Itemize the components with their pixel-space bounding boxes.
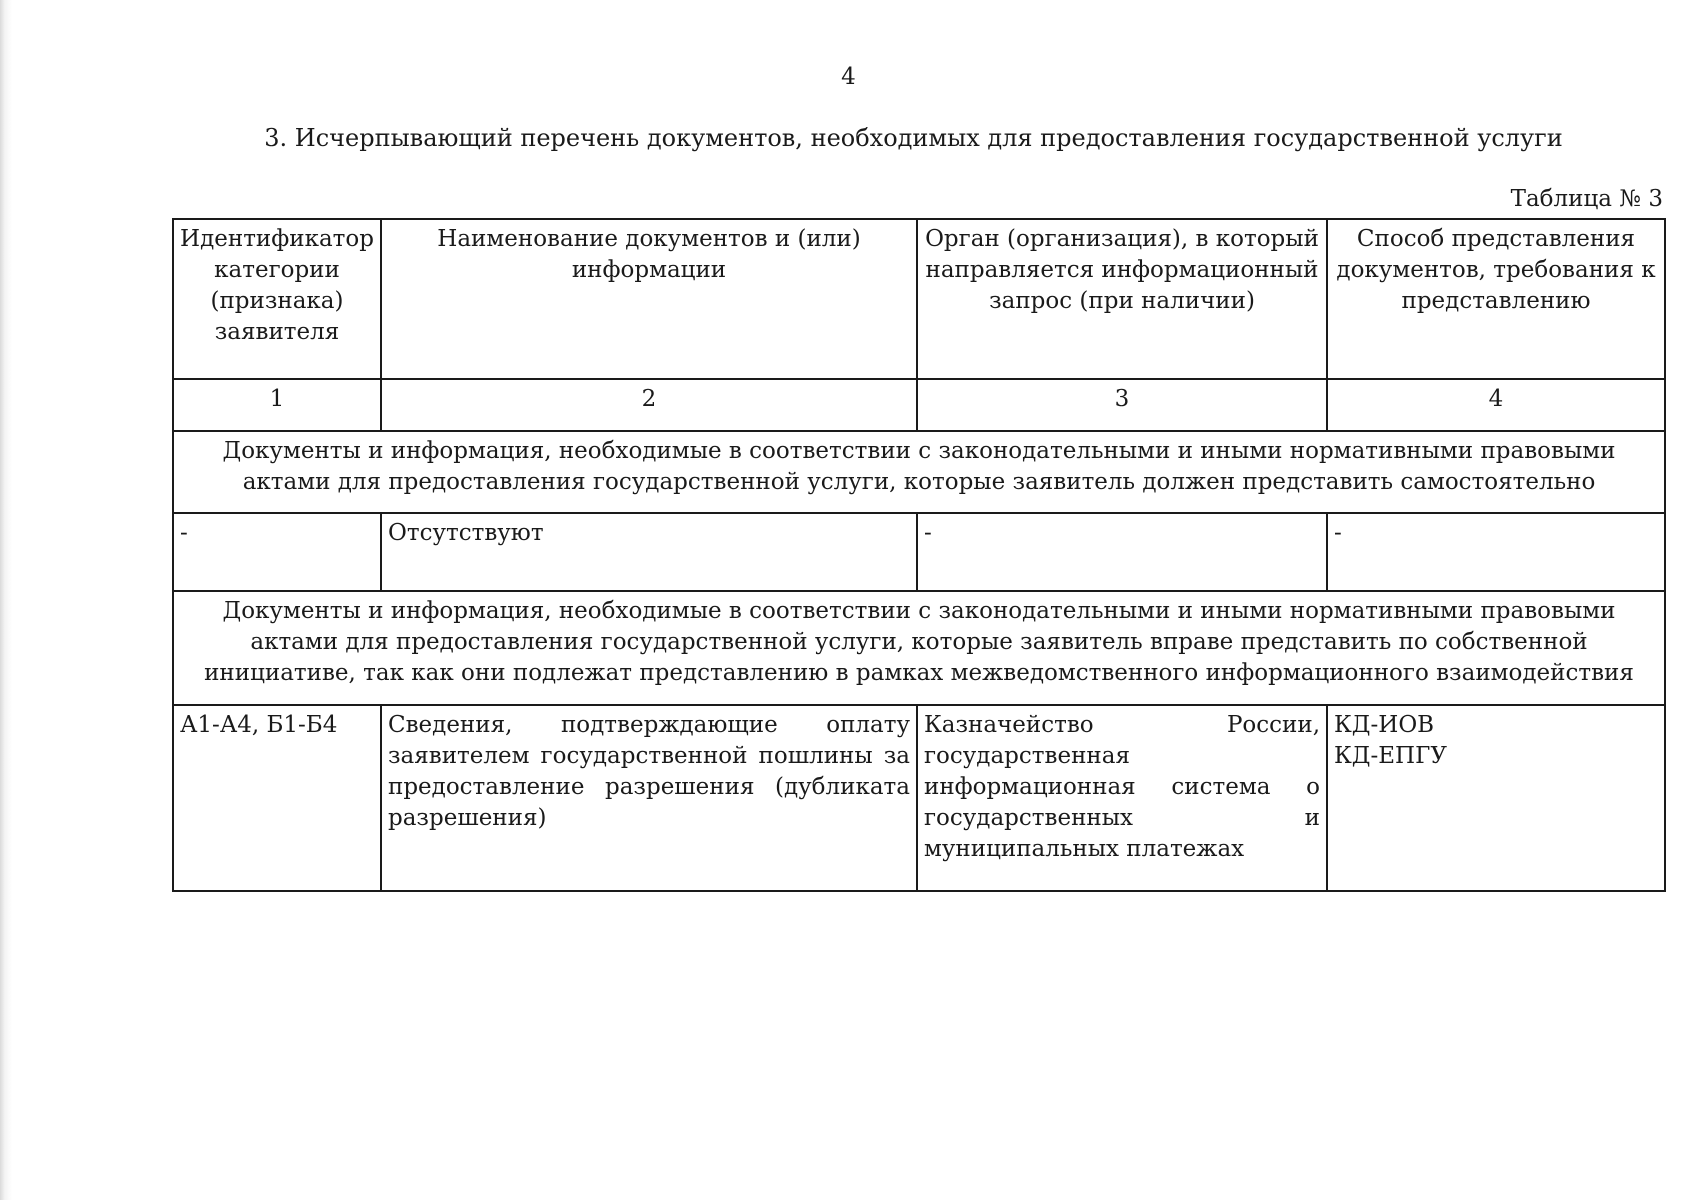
cell-method: - xyxy=(1327,513,1665,591)
group-heading-row xyxy=(173,431,1665,513)
cell-organ: - xyxy=(917,513,1327,591)
method-item: КД-ИОВ xyxy=(1334,712,1435,738)
cell-method xyxy=(1327,705,1665,891)
cell-organ: Казначейство России, государственная информационная система о государственных и муниципальных платежах xyxy=(917,705,1327,891)
group-heading-optional: Документы и информация, необходимые в соответствии с законодательными и иными нормативными правовыми актами для предоставления государственной услуги, которые заявитель вправе представить по собственной инициативе, так как они подлежат представлению в рамках межведомственного информационного взаимодействия xyxy=(173,591,1665,705)
table-row xyxy=(173,513,1665,591)
column-number: 2 xyxy=(381,379,917,431)
documents-table xyxy=(172,218,1666,892)
header-document-name: Наименование документов и (или) информации xyxy=(381,219,917,379)
header-organ: Орган (организация), в который направляется информационный запрос (при наличии) xyxy=(917,219,1327,379)
cell-identifier: - xyxy=(173,513,381,591)
scan-edge xyxy=(0,0,12,1200)
method-item: КД-ЕПГУ xyxy=(1334,743,1447,769)
header-identifier: Идентификатор категории (признака) заявителя xyxy=(173,219,381,379)
column-number: 3 xyxy=(917,379,1327,431)
cell-identifier: А1-А4, Б1-Б4 xyxy=(173,705,381,891)
table-row xyxy=(173,705,1665,891)
column-number: 4 xyxy=(1327,379,1665,431)
column-number: 1 xyxy=(173,379,381,431)
table-label: Таблица № 3 xyxy=(1510,186,1663,212)
cell-document-name: Отсутствуют xyxy=(381,513,917,591)
page-number: 4 xyxy=(841,64,856,90)
group-heading-row xyxy=(173,591,1665,705)
section-title: 3. Исчерпывающий перечень документов, необходимых для предоставления государственной услуги xyxy=(264,124,1563,152)
group-heading-mandatory: Документы и информация, необходимые в соответствии с законодательными и иными нормативными правовыми актами для предоставления государственной услуги, которые заявитель должен представить самостоятельно xyxy=(173,431,1665,513)
header-method: Способ представления документов, требования к представлению xyxy=(1327,219,1665,379)
column-number-row xyxy=(173,379,1665,431)
cell-document-name: Сведения, подтверждающие оплату заявителем государственной пошлины за предоставление разрешения (дубликата разрешения) xyxy=(381,705,917,891)
header-row xyxy=(173,219,1665,379)
